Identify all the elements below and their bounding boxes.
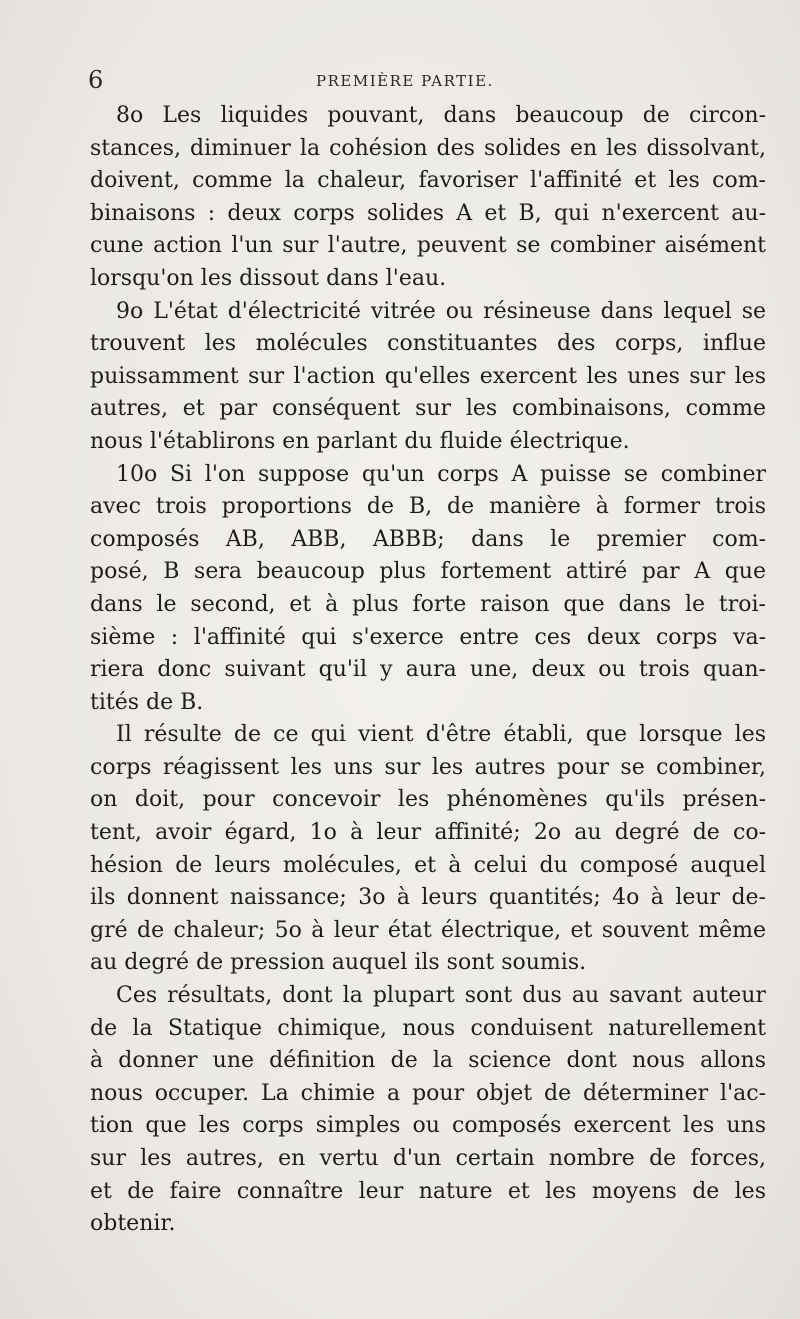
paragraph-9 <box>90 296 766 459</box>
text-line: on doit, pour concevoir les phénomènes qu'ils présen- <box>90 787 766 813</box>
text-line: corps réagissent les uns sur les autres pour se combiner, <box>90 754 766 780</box>
text-line: 8o Les liquides pouvant, dans beaucoup de circon- <box>116 103 766 128</box>
text-line: Il résulte de ce qui vient d'être établi, que lorsque les <box>116 722 766 748</box>
page-header <box>88 66 768 96</box>
text-line: composés AB, ABB, ABBB; dans le premier com- <box>90 526 766 552</box>
paragraph-8 <box>90 100 766 296</box>
text-line: à donner une définition de la science dont nous allons <box>90 1048 766 1074</box>
body-text <box>90 100 766 1241</box>
running-head: PREMIÈRE PARTIE. <box>316 72 494 90</box>
text-line: puissamment sur l'action qu'elles exercent les unes sur les <box>90 363 766 389</box>
text-line: sième : l'affinité qui s'exerce entre ces deux corps va- <box>90 624 766 650</box>
text-line: Ces résultats, dont la plupart sont dus au savant auteur <box>116 983 766 1009</box>
text-line: 10o Si l'on suppose qu'un corps A puisse se combiner <box>116 461 766 487</box>
text-line: doivent, comme la chaleur, favoriser l'affinité et les com- <box>90 168 766 194</box>
text-line: tités de B. <box>90 689 204 715</box>
text-line: et de faire connaître leur nature et les moyens de les <box>90 1178 766 1204</box>
text-line: lorsqu'on les dissout dans l'eau. <box>90 265 447 291</box>
paragraph-10 <box>90 459 766 720</box>
paragraph-conclusion <box>90 719 766 980</box>
text-line: cune action l'un sur l'autre, peuvent se combiner aisément <box>90 233 766 259</box>
text-line: nous occuper. La chimie a pour objet de déterminer l'ac- <box>90 1080 766 1106</box>
text-line: 9o L'état d'électricité vitrée ou résineuse dans lequel se <box>116 298 766 324</box>
text-line: sur les autres, en vertu d'un certain nombre de forces, <box>90 1146 766 1171</box>
text-line: ils donnent naissance; 3o à leurs quantités; 4o à leur de- <box>90 885 766 911</box>
text-line: riera donc suivant qu'il y aura une, deux ou trois quan- <box>90 657 766 683</box>
text-line: dans le second, et à plus forte raison que dans le troi- <box>90 591 766 617</box>
text-line: au degré de pression auquel ils sont soumis. <box>90 950 587 976</box>
text-line: nous l'établirons en parlant du fluide électrique. <box>90 428 630 454</box>
text-line: tion que les corps simples ou composés exercent les uns <box>90 1113 766 1139</box>
text-line: tent, avoir égard, 1o à leur affinité; 2o au degré de co- <box>90 820 766 846</box>
text-line: trouvent les molécules constituantes des corps, influe <box>90 331 766 357</box>
page-number: 6 <box>88 66 104 94</box>
text-line: stances, diminuer la cohésion des solides en les dissolvant, <box>90 135 766 161</box>
text-line: autres, et par conséquent sur les combinaisons, comme <box>90 396 766 422</box>
text-line: obtenir. <box>90 1211 176 1237</box>
text-line: de la Statique chimique, nous conduisent naturellement <box>90 1015 766 1041</box>
text-line: avec trois proportions de B, de manière à former trois <box>90 494 766 520</box>
text-line: hésion de leurs molécules, et à celui du composé auquel <box>90 852 766 878</box>
text-line: posé, B sera beaucoup plus fortement attiré par A que <box>90 559 766 585</box>
text-line: gré de chaleur; 5o à leur état électrique, et souvent même <box>90 917 766 943</box>
paragraph-definition <box>90 980 766 1241</box>
text-line: binaisons : deux corps solides A et B, qui n'exercent au- <box>90 200 766 226</box>
